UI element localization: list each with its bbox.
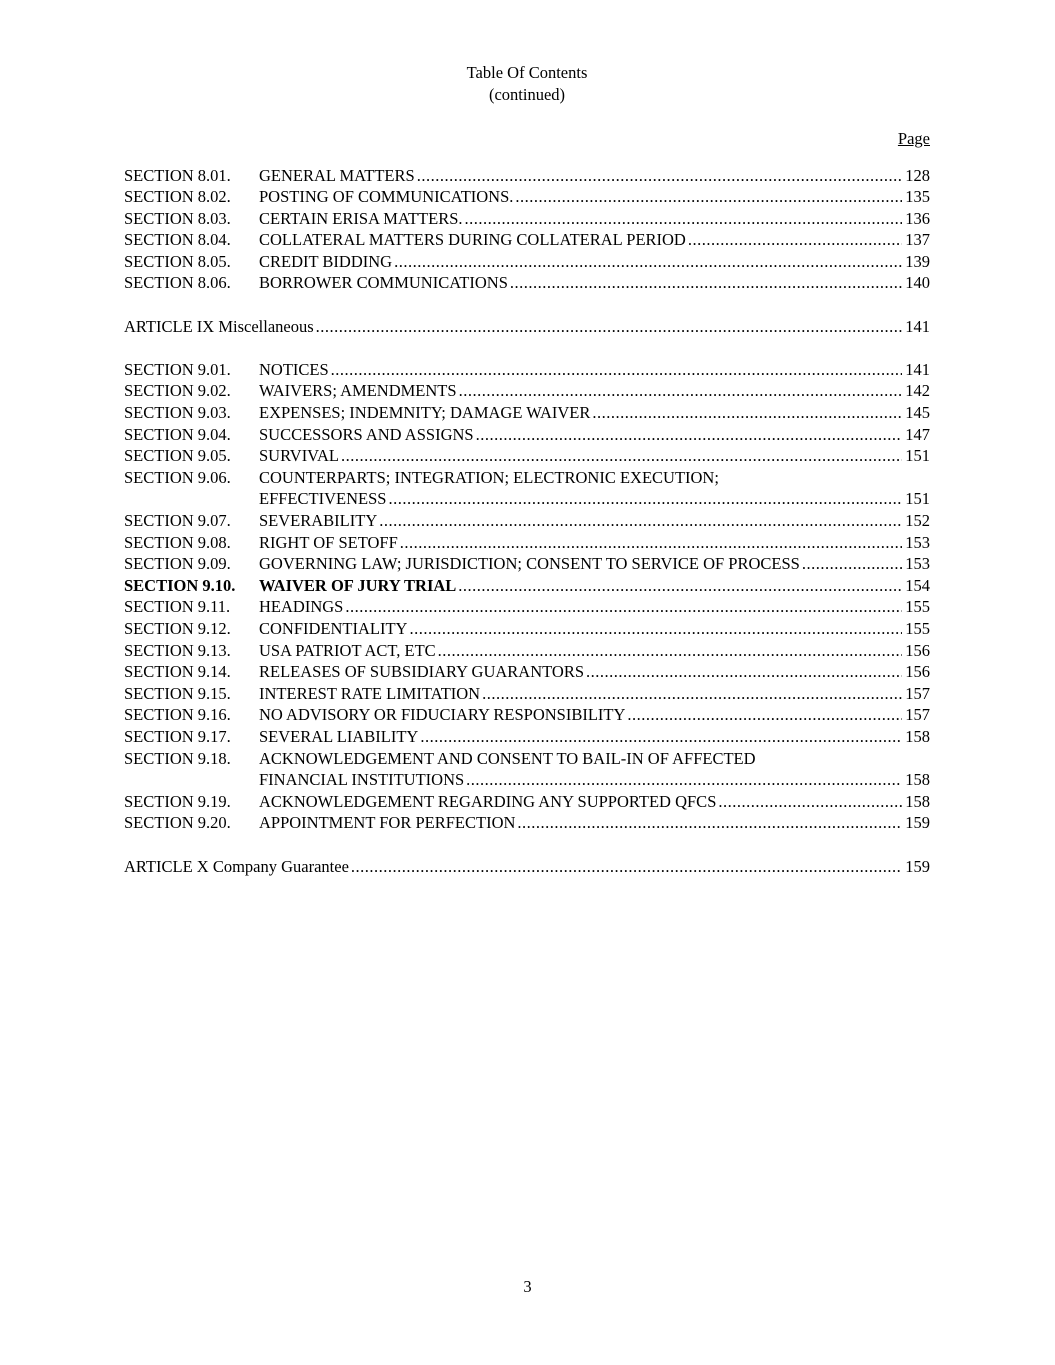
- toc-entry-title: SEVERABILITY: [259, 511, 378, 530]
- toc-entry-line: [259, 553, 930, 575]
- toc-entry: [124, 532, 930, 554]
- dot-leader: [459, 380, 903, 402]
- toc-entry-page: 140: [905, 273, 930, 293]
- toc-entry-label: SECTION 9.05.: [124, 446, 231, 466]
- toc-entry-title: EFFECTIVENESS: [259, 489, 387, 509]
- toc-entry-page: 153: [905, 554, 930, 574]
- toc-entry-line: [259, 510, 930, 532]
- toc-entry-line: [259, 618, 930, 640]
- dot-leader: [394, 251, 902, 273]
- toc-entry-title: ARTICLE X Company Guarantee: [124, 856, 349, 876]
- toc-entry: [124, 380, 930, 402]
- toc-entry-body: [259, 532, 930, 554]
- dot-leader: [718, 791, 902, 813]
- toc-entry-label: SECTION 8.04.: [124, 230, 231, 250]
- dot-leader: [586, 661, 902, 683]
- toc-entry-title: COLLATERAL MATTERS DURING COLLATERAL PERIOD: [259, 230, 686, 250]
- toc-entry-body: [259, 661, 930, 683]
- toc-entry-page: 153: [905, 532, 930, 552]
- toc-entry-body: [259, 704, 930, 726]
- toc-entry-body: [124, 316, 930, 338]
- dot-leader: [420, 726, 902, 748]
- toc-entry-label: SECTION 9.04.: [124, 424, 231, 444]
- toc-entry-page: 158: [905, 770, 930, 790]
- dot-leader: [331, 359, 903, 381]
- toc-entry-page: 155: [905, 597, 930, 617]
- toc-entry: [124, 661, 930, 683]
- toc-entry-line: [259, 380, 930, 402]
- toc-entry-label: SECTION 8.06.: [124, 273, 231, 293]
- dot-leader: [388, 488, 902, 510]
- toc-entry: [124, 424, 930, 446]
- toc-entry-body: [259, 510, 930, 532]
- toc-entry-page: 157: [905, 683, 930, 703]
- toc-entry-page: 128: [905, 165, 930, 185]
- toc-entry-body: [259, 402, 930, 424]
- toc-entry-label: SECTION 9.13.: [124, 640, 231, 660]
- dot-leader: [482, 683, 902, 705]
- toc-entry-label: SECTION 9.14.: [124, 662, 231, 682]
- toc-entry: [124, 791, 930, 813]
- toc-entry: [124, 272, 930, 294]
- toc-entry-title: USA PATRIOT ACT, ETC: [259, 640, 436, 660]
- dot-leader: [515, 186, 902, 208]
- toc-gap: [124, 834, 930, 856]
- toc-entry: [124, 575, 930, 597]
- dot-leader: [802, 553, 902, 575]
- toc-entry-title: COUNTERPARTS; INTEGRATION; ELECTRONIC EXECUTION;: [259, 467, 719, 487]
- toc-entry-title: ACKNOWLEDGEMENT REGARDING ANY SUPPORTED QFCS: [259, 791, 717, 811]
- toc-entry-page: 147: [905, 424, 930, 444]
- toc-entry-page: 145: [905, 403, 930, 423]
- toc-entry-title: ARTICLE IX Miscellaneous: [124, 316, 314, 336]
- toc-entry-label: SECTION 9.06.: [124, 467, 231, 487]
- toc-entry-title: HEADINGS: [259, 597, 344, 617]
- dot-leader: [688, 229, 902, 251]
- toc-entry-title: NOTICES: [259, 359, 329, 379]
- toc-entry-line: [259, 229, 930, 251]
- toc-entry: [124, 683, 930, 705]
- toc-entry-page: 139: [905, 251, 930, 271]
- toc-entry-line: [259, 402, 930, 424]
- toc-article-entry: [124, 316, 930, 338]
- dot-leader: [458, 575, 902, 597]
- dot-leader: [351, 856, 902, 878]
- toc-entry-page: 156: [905, 662, 930, 682]
- toc-entry-line: [259, 812, 930, 834]
- toc-entry-page: 137: [905, 230, 930, 250]
- toc-entry-page: 151: [905, 446, 930, 466]
- toc-entry-line: [124, 316, 930, 338]
- toc-entry-page: 141: [905, 316, 930, 336]
- toc-entry-body: [124, 856, 930, 878]
- toc-entry-line: [259, 186, 930, 208]
- dot-leader: [465, 208, 903, 230]
- toc-entry-body: [259, 640, 930, 662]
- toc-entry: [124, 165, 930, 187]
- toc-entry-line: [259, 640, 930, 662]
- dot-leader: [409, 618, 902, 640]
- toc-gap: [124, 294, 930, 316]
- page-number: 3: [523, 1277, 532, 1296]
- toc-entry-line: [259, 359, 930, 381]
- toc-entry-body: [259, 791, 930, 813]
- toc-entry-title: GENERAL MATTERS: [259, 165, 415, 185]
- toc-entry-body: [259, 553, 930, 575]
- toc-entry-body: [259, 424, 930, 446]
- toc-entry-page: 151: [905, 489, 930, 509]
- toc-entry-line: [259, 251, 930, 273]
- document-content: [124, 62, 930, 877]
- toc-entry-page: 152: [905, 511, 930, 530]
- toc-entry: [124, 467, 930, 510]
- toc-entry-body: [259, 208, 930, 230]
- toc-entry: [124, 186, 930, 208]
- toc-entry-label: SECTION 9.16.: [124, 705, 231, 725]
- toc-entry-body: [259, 596, 930, 618]
- toc-entry-body: [259, 618, 930, 640]
- doc-subtitle: (continued): [488, 84, 566, 104]
- dot-leader: [379, 510, 902, 532]
- toc-article-entry: [124, 856, 930, 878]
- toc-entry-body: [259, 229, 930, 251]
- toc-entry: [124, 704, 930, 726]
- toc-entry-title: SEVERAL LIABILITY: [259, 726, 419, 746]
- toc-entry-label: SECTION 9.09.: [124, 554, 231, 574]
- toc-entry-title: WAIVER OF JURY TRIAL: [259, 575, 457, 595]
- toc-entry-line: [259, 683, 930, 705]
- toc-entry-body: [259, 748, 930, 791]
- toc-entry-line: [259, 208, 930, 230]
- toc-entry-line: [259, 445, 930, 467]
- toc-entry-label: SECTION 9.11.: [124, 597, 231, 617]
- toc-entry-title: RELEASES OF SUBSIDIARY GUARANTORS: [259, 662, 585, 682]
- toc-entry-line: [259, 704, 930, 726]
- dot-leader: [417, 165, 903, 187]
- toc-entry: [124, 596, 930, 618]
- toc-entry-label: SECTION 9.07.: [124, 511, 231, 530]
- dot-leader: [476, 424, 903, 446]
- toc-entry-line: [259, 769, 930, 791]
- toc-entry: [124, 402, 930, 424]
- toc-entry-page: 159: [905, 856, 930, 876]
- toc-entry: [124, 726, 930, 748]
- toc-entry: [124, 640, 930, 662]
- toc-entry-line: [259, 532, 930, 554]
- toc-entry-title: CERTAIN ERISA MATTERS.: [259, 208, 463, 228]
- dot-leader: [341, 445, 902, 467]
- toc-entry-page: 135: [905, 187, 930, 207]
- toc-entry-title: EXPENSES; INDEMNITY; DAMAGE WAIVER: [259, 403, 591, 423]
- toc-entry-label: SECTION 9.15.: [124, 683, 231, 703]
- toc-entry-line: [259, 726, 930, 748]
- toc-entry: [124, 251, 930, 273]
- toc-entry-label: SECTION 8.03.: [124, 208, 231, 228]
- toc-entry-body: [259, 272, 930, 294]
- toc-entry-title: NO ADVISORY OR FIDUCIARY RESPONSIBILITY: [259, 705, 626, 725]
- dot-leader: [438, 640, 903, 662]
- dot-leader: [627, 704, 902, 726]
- toc-entry-page: 158: [905, 791, 930, 811]
- toc-entry-label: SECTION 8.02.: [124, 187, 231, 207]
- dot-leader: [517, 812, 902, 834]
- toc-entry-label: SECTION 8.05.: [124, 251, 231, 271]
- toc-entry: [124, 229, 930, 251]
- toc-entry-title: INTEREST RATE LIMITATION: [259, 683, 481, 703]
- toc-entry-title: WAIVERS; AMENDMENTS: [259, 381, 457, 401]
- toc-entry: [124, 510, 930, 532]
- toc-entry-line: [259, 488, 930, 510]
- toc-entry-title: SURVIVAL: [259, 446, 339, 466]
- toc-entry-label: SECTION 9.19.: [124, 791, 231, 811]
- toc-entry-title: FINANCIAL INSTITUTIONS: [259, 770, 465, 790]
- toc-entry-page: 142: [905, 381, 930, 401]
- toc-entry-title: RIGHT OF SETOFF: [259, 532, 398, 552]
- toc-entry: [124, 553, 930, 575]
- dot-leader: [400, 532, 902, 554]
- toc-entry-title: CONFIDENTIALITY: [259, 618, 408, 638]
- toc-entry-line: [259, 424, 930, 446]
- toc-entry-page: 157: [905, 705, 930, 725]
- toc-entry-page: 155: [905, 618, 930, 638]
- toc-entry-title: GOVERNING LAW; JURISDICTION; CONSENT TO SERVICE OF PROCESS: [259, 554, 800, 574]
- toc-entry-label: SECTION 9.12.: [124, 618, 231, 638]
- toc-entry-label: SECTION 9.08.: [124, 532, 231, 552]
- toc-entry-body: [259, 683, 930, 705]
- toc-entry-title: SUCCESSORS AND ASSIGNS: [259, 424, 474, 444]
- toc-entry-title: BORROWER COMMUNICATIONS: [259, 273, 508, 293]
- toc-entry-body: [259, 467, 930, 510]
- toc-entry: [124, 812, 930, 834]
- toc-gap: [124, 337, 930, 359]
- dot-leader: [345, 596, 902, 618]
- toc-entry: [124, 208, 930, 230]
- toc-entry-line: [259, 467, 930, 489]
- toc-entry-body: [259, 575, 930, 597]
- dot-leader: [510, 272, 902, 294]
- toc-entry-body: [259, 812, 930, 834]
- toc-entry-title: POSTING OF COMMUNICATIONS.: [259, 187, 514, 207]
- toc-entry-body: [259, 445, 930, 467]
- toc-entry-page: 154: [905, 575, 930, 595]
- toc-entry-label: SECTION 9.20.: [124, 813, 231, 833]
- toc-entry-body: [259, 251, 930, 273]
- toc-entry-page: 141: [905, 359, 930, 379]
- toc-entry-body: [259, 380, 930, 402]
- toc-entry-label: SECTION 9.18.: [124, 748, 231, 768]
- toc-entry-label: SECTION 9.17.: [124, 726, 231, 746]
- toc-entry-line: [259, 748, 930, 770]
- toc-entry-label: SECTION 8.01.: [124, 165, 231, 185]
- dot-leader: [592, 402, 902, 424]
- toc-entry-line: [259, 661, 930, 683]
- dot-leader: [316, 316, 903, 338]
- toc-entry: [124, 445, 930, 467]
- doc-header: [124, 62, 930, 105]
- toc-entry: [124, 618, 930, 640]
- toc-entry-line: [124, 856, 930, 878]
- toc-entry-line: [259, 575, 930, 597]
- toc-entry-title: ACKNOWLEDGEMENT AND CONSENT TO BAIL-IN OF AFFECTED: [259, 748, 756, 768]
- toc-entry-label: SECTION 9.01.: [124, 359, 231, 379]
- toc-entry-label: SECTION 9.10.: [124, 575, 236, 595]
- doc-title: Table Of Contents: [466, 63, 588, 82]
- toc-entry-page: 159: [905, 813, 930, 833]
- toc-entry-page: 156: [905, 640, 930, 660]
- toc-entry-body: [259, 165, 930, 187]
- table-of-contents: [124, 165, 930, 878]
- toc-entry-line: [259, 272, 930, 294]
- toc-entry-body: [259, 186, 930, 208]
- toc-entry-line: [259, 165, 930, 187]
- toc-entry: [124, 359, 930, 381]
- toc-entry-line: [259, 596, 930, 618]
- toc-entry-page: 136: [905, 208, 930, 228]
- toc-entry-line: [259, 791, 930, 813]
- toc-entry-title: CREDIT BIDDING: [259, 251, 393, 271]
- toc-entry-title: APPOINTMENT FOR PERFECTION: [259, 813, 516, 833]
- toc-entry-body: [259, 726, 930, 748]
- dot-leader: [466, 769, 902, 791]
- toc-entry-page: 158: [905, 726, 930, 746]
- toc-entry-label: SECTION 9.02.: [124, 381, 231, 401]
- page-column-label: Page: [897, 129, 930, 148]
- toc-entry-body: [259, 359, 930, 381]
- toc-entry-label: SECTION 9.03.: [124, 403, 231, 423]
- toc-entry: [124, 748, 930, 791]
